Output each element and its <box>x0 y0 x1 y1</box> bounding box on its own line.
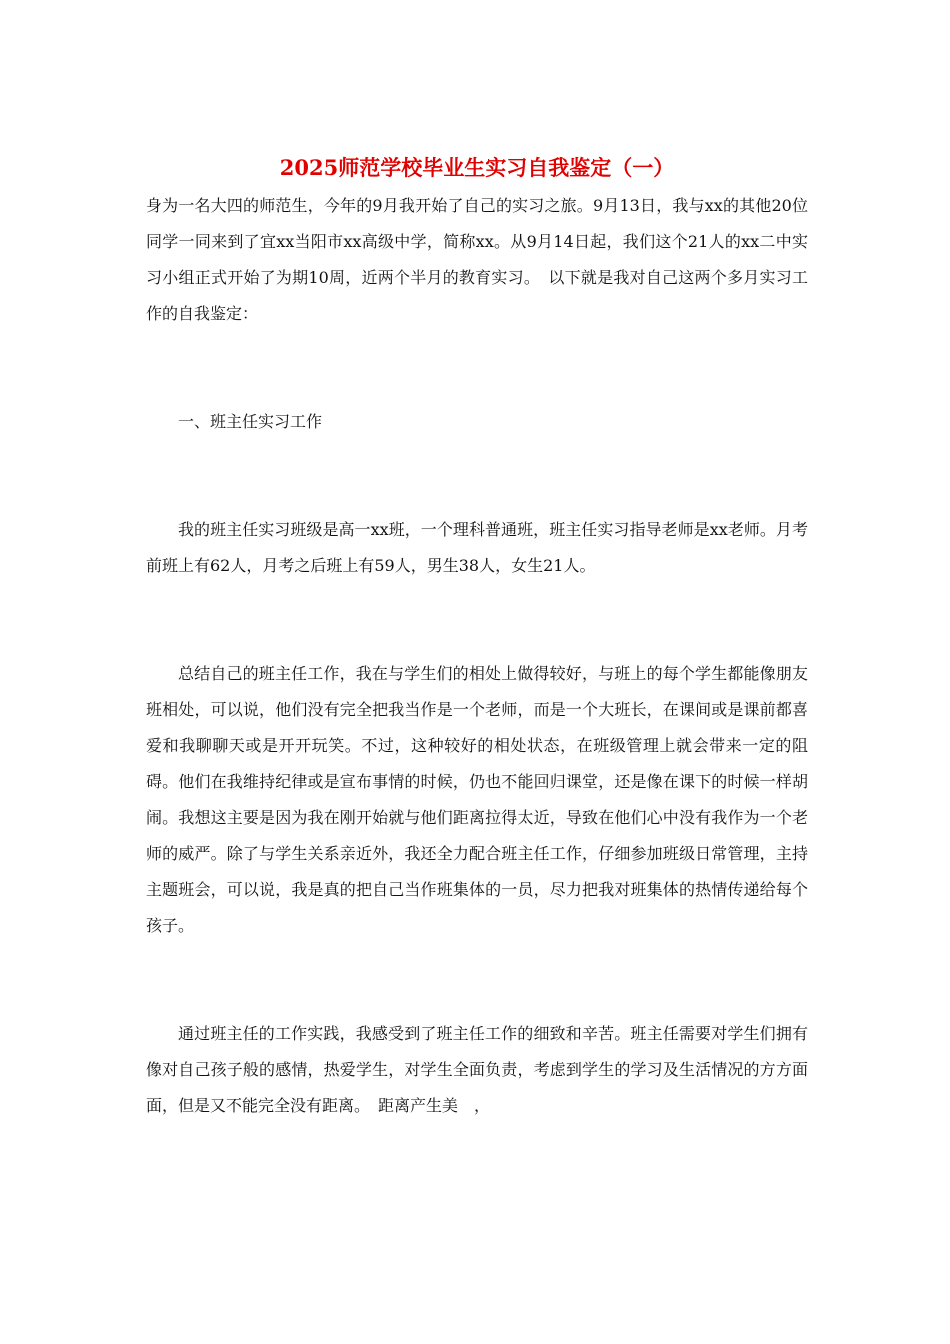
paragraph-spacer <box>146 440 808 512</box>
paragraph-spacer <box>146 944 808 1016</box>
document-title: 2025师范学校毕业生实习自我鉴定（一） <box>279 155 675 180</box>
intro-paragraph: 身为一名大四的师范生，今年的9月我开始了自己的实习之旅。9月13日，我与xx的其他20位同学一同来到了宜xx当阳市xx高级中学，简称xx。从9月14日起，我们这个21人的xx二中实习小组正式开始了为期10周，近两个半月的教育实习。 以下就是我对自己这两个多月实习工作的自我鉴定： <box>146 196 808 323</box>
class-info-paragraph: 我的班主任实习班级是高一xx班，一个理科普通班，班主任实习指导老师是xx老师。月考前班上有62人，月考之后班上有59人，男生38人，女生21人。 <box>146 520 808 575</box>
section-heading: 一、班主任实习工作 <box>178 412 323 431</box>
paragraph-spacer <box>146 332 808 404</box>
paragraph-spacer <box>146 584 808 656</box>
practice-paragraph: 通过班主任的工作实践，我感受到了班主任工作的细致和辛苦。班主任需要对学生们拥有像对自己孩子般的感情，热爱学生，对学生全面负责，考虑到学生的学习及生活情况的方方面面，但是又不能完全没有距离。 距离产生美 ， <box>146 1024 808 1115</box>
summary-paragraph: 总结自己的班主任工作，我在与学生们的相处上做得较好，与班上的每个学生都能像朋友班相处，可以说，他们没有完全把我当作是一个老师，而是一个大班长，在课间或是课前都喜爱和我聊聊天或是开开玩笑。不过，这种较好的相处状态，在班级管理上就会带来一定的阻碍。他们在我维持纪律或是宣布事情的时候，仍也不能回归课堂，还是像在课下的时候一样胡闹。我想这主要是因为我在刚开始就与他们距离拉得太近，导致在他们心中没有我作为一个老师的威严。除了与学生关系亲近外，我还全力配合班主任工作，仔细参加班级日常管理，主持主题班会，可以说，我是真的把自己当作班集体的一员，尽力把我对班集体的热情传递给每个孩子。 <box>146 664 808 935</box>
document-body <box>146 150 808 1124</box>
